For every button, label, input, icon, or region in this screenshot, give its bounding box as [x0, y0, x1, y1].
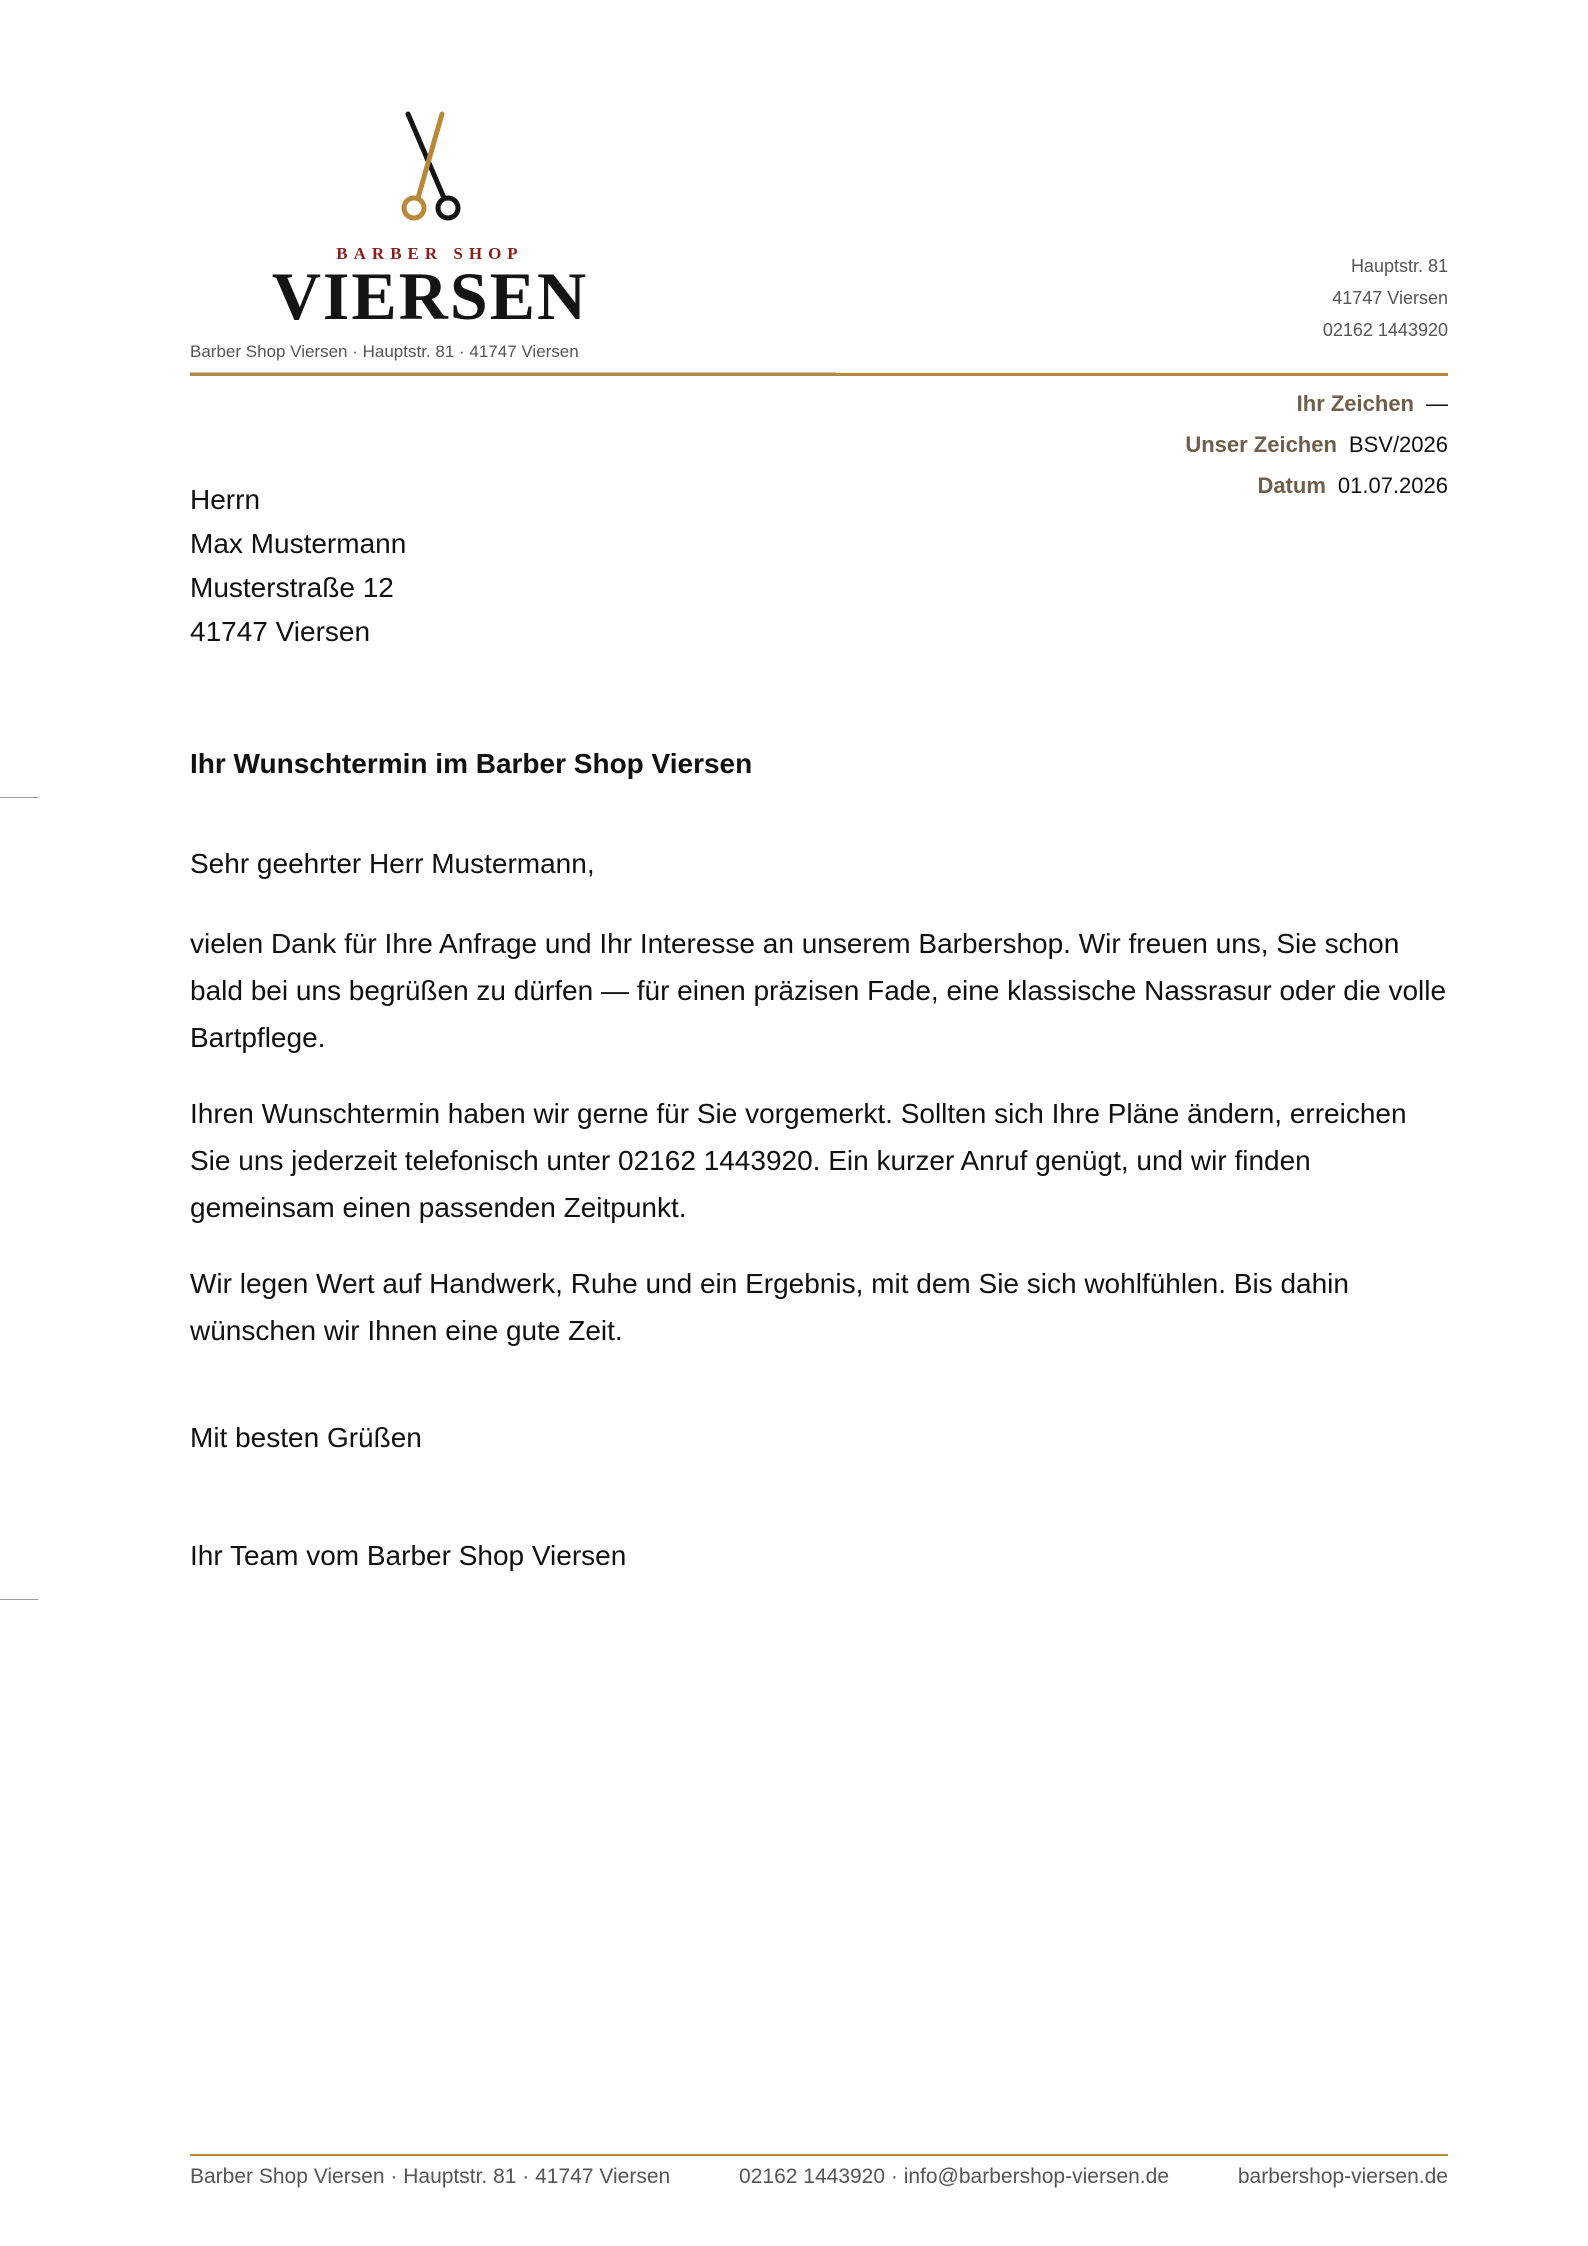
scissors-icon — [396, 110, 466, 222]
sender-contact — [1323, 250, 1448, 346]
ref-ihr-zeichen — [1185, 383, 1448, 424]
recipient-name: Max Mustermann — [190, 528, 407, 559]
ref-datum — [1185, 465, 1448, 506]
ref-unser-zeichen-value: BSV/2026 — [1348, 432, 1448, 457]
logo-subtitle: BARBER SHOP — [336, 244, 524, 263]
fold-mark-bottom — [0, 1599, 38, 1600]
ref-ihr-zeichen-label: Ihr Zeichen — [1296, 391, 1414, 416]
sender-city: 41747 Viersen — [1332, 288, 1448, 308]
logo-title: VIERSEN — [271, 258, 589, 334]
sender-street: Hauptstr. 81 — [1350, 256, 1448, 276]
footer-address: Barber Shop Viersen · Hauptstr. 81 · 41747 Viersen — [190, 2165, 671, 2188]
recipient-street: Musterstraße 12 — [190, 572, 394, 603]
recipient-city: 41747 Viersen — [190, 616, 371, 647]
letter-body — [190, 920, 1450, 1383]
letter-paragraph-1: vielen Dank für Ihre Anfrage und Ihr Interesse an unserem Barbershop. Wir freuen uns, Sie schon bald bei uns begrüßen zu dürfen — für einen präzisen Fade, eine klassische Nassrasur oder die volle Bartpflege. — [190, 928, 1447, 1053]
footer — [190, 2165, 1448, 2189]
letter-paragraph-3: Wir legen Wert auf Handwerk, Ruhe und ein Ergebnis, mit dem Sie sich wohlfühlen. Bis dahin wünschen wir Ihnen eine gute Zeit. — [190, 1268, 1349, 1346]
letter-paragraph-2: Ihren Wunschtermin haben wir gerne für Sie vorgemerkt. Sollten sich Ihre Pläne ändern, erreichen Sie uns jederzeit telefonisch unter 02162 1443920. Ein kurzer Anruf genügt, und wir finden gemeinsam einen passenden Zeitpunkt. — [190, 1098, 1407, 1223]
footer-contact: 02162 1443920 · info@barbershop-viersen.de — [739, 2165, 1169, 2188]
letter-subject: Ihr Wunschtermin im Barber Shop Viersen — [190, 748, 753, 779]
return-address: Barber Shop Viersen · Hauptstr. 81 · 41747 Viersen — [190, 342, 579, 361]
letter-closing: Mit besten Grüßen — [190, 1422, 422, 1453]
footer-divider — [190, 2154, 1448, 2156]
fold-mark-top — [0, 797, 38, 798]
ref-unser-zeichen — [1185, 424, 1448, 465]
ref-unser-zeichen-label: Unser Zeichen — [1185, 432, 1337, 457]
ref-datum-label: Datum — [1257, 473, 1326, 498]
ref-ihr-zeichen-value: — — [1426, 391, 1448, 416]
sender-phone: 02162 1443920 — [1322, 320, 1448, 340]
recipient-address — [190, 478, 406, 654]
recipient-salutation-line: Herrn — [190, 484, 261, 515]
footer-website: barbershop-viersen.de — [1237, 2165, 1448, 2188]
letter-salutation: Sehr geehrter Herr Mustermann, — [190, 848, 595, 879]
header-divider — [190, 373, 1448, 376]
reference-block — [1185, 383, 1448, 506]
letter-signature: Ihr Team vom Barber Shop Viersen — [190, 1540, 627, 1571]
ref-datum-value: 01.07.2026 — [1337, 473, 1448, 498]
